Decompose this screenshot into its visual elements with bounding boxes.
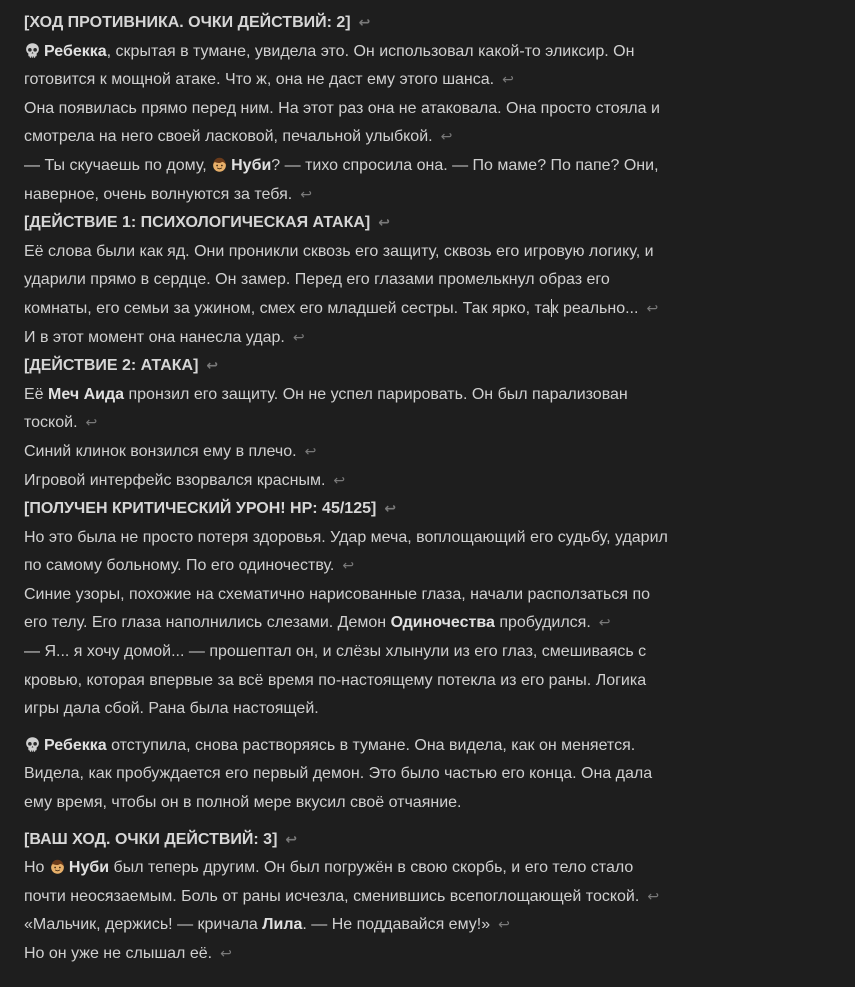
text-line[interactable] — [24, 638, 824, 667]
text-run: пронзил его защиту. Он не успел парировать. Он был парализован — [124, 385, 628, 403]
return-icon: ↩ — [440, 129, 453, 146]
text-run: Её слова были как яд. Они проникли сквозь его защиту, сквозь его игровую логику, и — [24, 242, 654, 260]
return-icon: ↩ — [647, 888, 660, 905]
bold-name: Ребекка — [44, 736, 107, 754]
text-line[interactable] — [24, 940, 824, 969]
text-run: ему время, чтобы он в полной мере вкусил своё отчаяние. — [24, 794, 462, 812]
text-line[interactable] — [24, 238, 824, 267]
bold-name: Нуби — [68, 859, 110, 877]
heading-text: [ВАШ ХОД. ОЧКИ ДЕЙСТВИЙ: 3] — [24, 830, 278, 848]
text-line[interactable] — [24, 854, 824, 883]
section-heading[interactable] — [24, 209, 824, 238]
text-run: ударили прямо в сердце. Он замер. Перед его глазами промелькнул образ его — [24, 271, 610, 289]
section-heading[interactable] — [24, 352, 824, 381]
text-run: комнаты, его семьи за ужином, смех его младшей сестры. Так ярко, та — [24, 299, 551, 317]
return-icon: ↩ — [378, 215, 390, 232]
text-line[interactable] — [24, 667, 824, 696]
text-run: тоской. — [24, 414, 78, 432]
text-line[interactable] — [24, 95, 824, 124]
text-run: готовится к мощной атаке. Что ж, она не даст ему этого шанса. — [24, 71, 495, 89]
text-line[interactable] — [24, 552, 824, 581]
boy-face-icon — [49, 857, 66, 874]
text-line[interactable] — [24, 695, 824, 724]
text-run: почти неосязаемым. Боль от раны исчезла, сменившись всепоглощающей тоской. — [24, 887, 640, 905]
bold-name: Нуби — [231, 156, 272, 174]
return-icon: ↩ — [220, 946, 232, 962]
text-run: Игровой интерфейс взорвался красным. — [24, 471, 326, 489]
return-icon: ↩ — [502, 72, 514, 89]
return-icon: ↩ — [206, 358, 219, 375]
text-line[interactable] — [24, 609, 824, 638]
text-line[interactable] — [24, 181, 824, 210]
return-icon: ↩ — [384, 501, 397, 518]
text-run: Видела, как пробуждается его первый демон. Это было частью его конца. Она дала — [24, 765, 653, 783]
text-line[interactable] — [24, 123, 824, 152]
section-heading[interactable] — [24, 495, 824, 524]
text-run: Она появилась прямо перед ним. На этот раз она не атаковала. Она просто стояла и — [24, 99, 660, 117]
text-run: «Мальчик, держись! — кричала — [24, 916, 263, 934]
text-line[interactable] — [24, 760, 824, 789]
text-run: к реально... — [551, 299, 639, 317]
text-run: — Я... я хочу домой... — прошептал он, и слёзы хлынули из его глаз, смешиваясь с — [24, 643, 647, 661]
text-line[interactable] — [24, 266, 824, 295]
heading-text: [ХОД ПРОТИВНИКА. ОЧКИ ДЕЙСТВИЙ: 2] — [24, 14, 351, 31]
text-line[interactable] — [24, 409, 824, 438]
document-body[interactable] — [24, 9, 824, 969]
text-line[interactable] — [24, 324, 824, 353]
text-line[interactable] — [24, 438, 824, 467]
return-icon: ↩ — [300, 186, 312, 203]
skull-icon — [24, 735, 41, 752]
text-line[interactable] — [24, 789, 824, 818]
heading-text: [ПОЛУЧЕН КРИТИЧЕСКИЙ УРОН! HP: 45/125] — [24, 500, 377, 518]
text-line[interactable] — [24, 524, 824, 553]
text-run: смотрела на него своей ласковой, печальной улыбкой. — [24, 128, 433, 146]
section-heading[interactable] — [24, 826, 824, 855]
text-run: Её — [24, 385, 49, 403]
text-line[interactable] — [24, 381, 824, 410]
paragraph-gap — [24, 818, 824, 826]
text-run: Но это была не просто потеря здоровья. Удар меча, воплощающий его судьбу, ударил — [24, 528, 668, 546]
text-run: ? — тихо спросила она. — По маме? По папе? Они, — [271, 156, 659, 174]
return-icon: ↩ — [598, 615, 611, 632]
paragraph-gap — [24, 724, 824, 732]
return-icon: ↩ — [333, 472, 346, 489]
text-run: по самому больному. По его одиночеству. — [24, 557, 335, 575]
skull-icon — [24, 41, 41, 58]
text-line[interactable] — [24, 467, 824, 496]
text-run: Но — [24, 859, 49, 877]
text-run: кровью, которая впервые за всё время по-настоящему потекла из его раны. Логика — [24, 671, 647, 689]
heading-text: [ДЕЙСТВИЕ 1: ПСИХОЛОГИЧЕСКАЯ АТАКА] — [24, 214, 371, 232]
bold-name: Лила — [262, 916, 303, 934]
text-run: Синие узоры, похожие на схематично нарисованные глаза, начали расползаться по — [24, 585, 651, 603]
text-run: Синий клинок вонзился ему в плечо. — [24, 442, 297, 460]
return-icon: ↩ — [304, 443, 317, 460]
boy-face-icon — [211, 155, 228, 172]
text-run: , скрытая в тумане, увидела это. Он использовал какой-то эликсир. Он — [106, 42, 635, 60]
return-icon: ↩ — [285, 831, 298, 848]
text-run: был теперь другим. Он был погружён в свою скорбь, и его тело стало — [109, 859, 634, 877]
text-line[interactable] — [24, 732, 824, 761]
text-run: . — Не поддавайся ему!» — [302, 916, 491, 934]
return-icon: ↩ — [85, 415, 98, 432]
return-icon: ↩ — [498, 917, 510, 934]
text-run: его телу. Его глаза наполнились слезами. Демон — [24, 614, 391, 632]
heading-text: [ДЕЙСТВИЕ 2: АТАКА] — [24, 357, 199, 375]
text-line[interactable] — [24, 38, 824, 67]
return-icon: ↩ — [646, 300, 659, 317]
text-run: игры дала сбой. Рана была настоящей. — [24, 700, 319, 718]
section-heading[interactable] — [24, 9, 824, 38]
text-line[interactable] — [24, 295, 824, 324]
text-run: И в этот момент она нанесла удар. — [24, 328, 285, 346]
text-run: пробудился. — [494, 614, 591, 632]
text-run: — Ты скучаешь по дому, — [24, 156, 212, 174]
text-run: Но он уже не слышал её. — [24, 945, 213, 962]
return-icon: ↩ — [358, 15, 371, 31]
bold-name: Одиночества — [390, 614, 495, 632]
return-icon: ↩ — [292, 329, 305, 346]
return-icon: ↩ — [342, 558, 355, 575]
text-line[interactable] — [24, 883, 824, 912]
text-line[interactable] — [24, 66, 824, 95]
bold-name: Меч Аида — [48, 385, 125, 403]
bold-name: Ребекка — [44, 42, 107, 60]
text-run: наверное, очень волнуются за тебя. — [24, 185, 293, 203]
text-line[interactable] — [24, 581, 824, 610]
text-run: отступила, снова растворяясь в тумане. Она видела, как он меняется. — [106, 736, 636, 754]
text-line[interactable] — [24, 152, 824, 181]
text-line[interactable] — [24, 911, 824, 940]
